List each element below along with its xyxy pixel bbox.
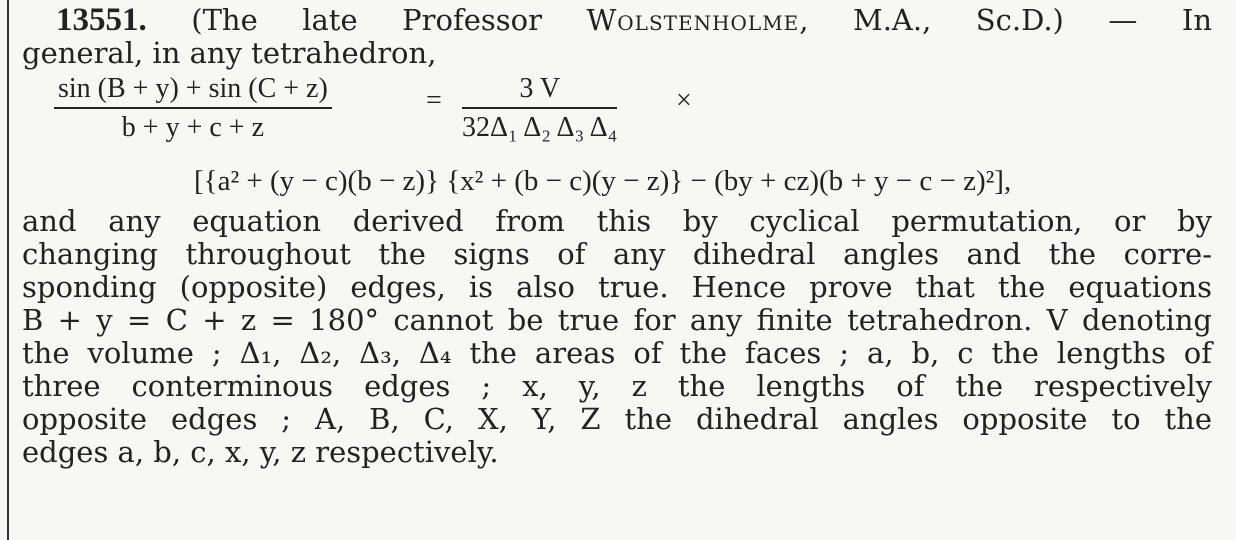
body-line-1: and any equation derived from this by cyclical permutation, or by bbox=[22, 204, 1212, 238]
body-line-6: three conterminous edges ; x, y, z the lengths of the respectively bbox=[22, 369, 1212, 403]
rhs-fraction bbox=[462, 72, 617, 144]
lhs-numerator: sin (B + y) + sin (C + z) bbox=[58, 73, 328, 104]
body-line-7: opposite edges ; A, B, C, X, Y, Z the dihedral angles opposite to the bbox=[22, 402, 1212, 436]
rhs-numerator: 3 V bbox=[519, 73, 561, 104]
attribution-rest: , M.A., Sc.D.) — In bbox=[799, 3, 1212, 37]
problem-heading bbox=[22, 4, 1212, 37]
left-margin-rule bbox=[7, 0, 9, 540]
attribution-open: (The late Professor bbox=[191, 3, 587, 37]
body-line-2: changing throughout the signs of any dihedral angles and the corre- bbox=[22, 237, 1212, 271]
body-line-8: edges a, b, c, x, y, z respectively. bbox=[22, 435, 499, 469]
body-line-5: the volume ; Δ₁, Δ₂, Δ₃, Δ₄ the areas of the faces ; a, b, c the lengths of bbox=[22, 336, 1212, 370]
bracket-expression: [{a² + (y − c)(b − z)} {x² + (b − c)(y − z)} − (by + cz)(b + y − c − z)²], bbox=[194, 165, 1012, 197]
lhs-fraction bbox=[54, 72, 332, 144]
equals-sign: = bbox=[426, 85, 442, 116]
main-equation bbox=[22, 70, 782, 165]
problem-number: 13551. bbox=[56, 2, 147, 38]
times-sign: × bbox=[676, 85, 692, 116]
author-name: Wolstenholme bbox=[586, 3, 800, 37]
intro-line: general, in any tetrahedron, bbox=[22, 36, 437, 70]
problem-text bbox=[22, 4, 1212, 469]
rhs-denominator: 32Δ₁ Δ₂ Δ₃ Δ₄ bbox=[462, 112, 618, 143]
lhs-denominator: b + y + c + z bbox=[121, 112, 265, 143]
body-line-4: B + y = C + z = 180° cannot be true for any finite tetrahedron. V denoting bbox=[22, 303, 1212, 337]
body-line-3: sponding (opposite) edges, is also true. Hence prove that the equations bbox=[22, 270, 1212, 304]
